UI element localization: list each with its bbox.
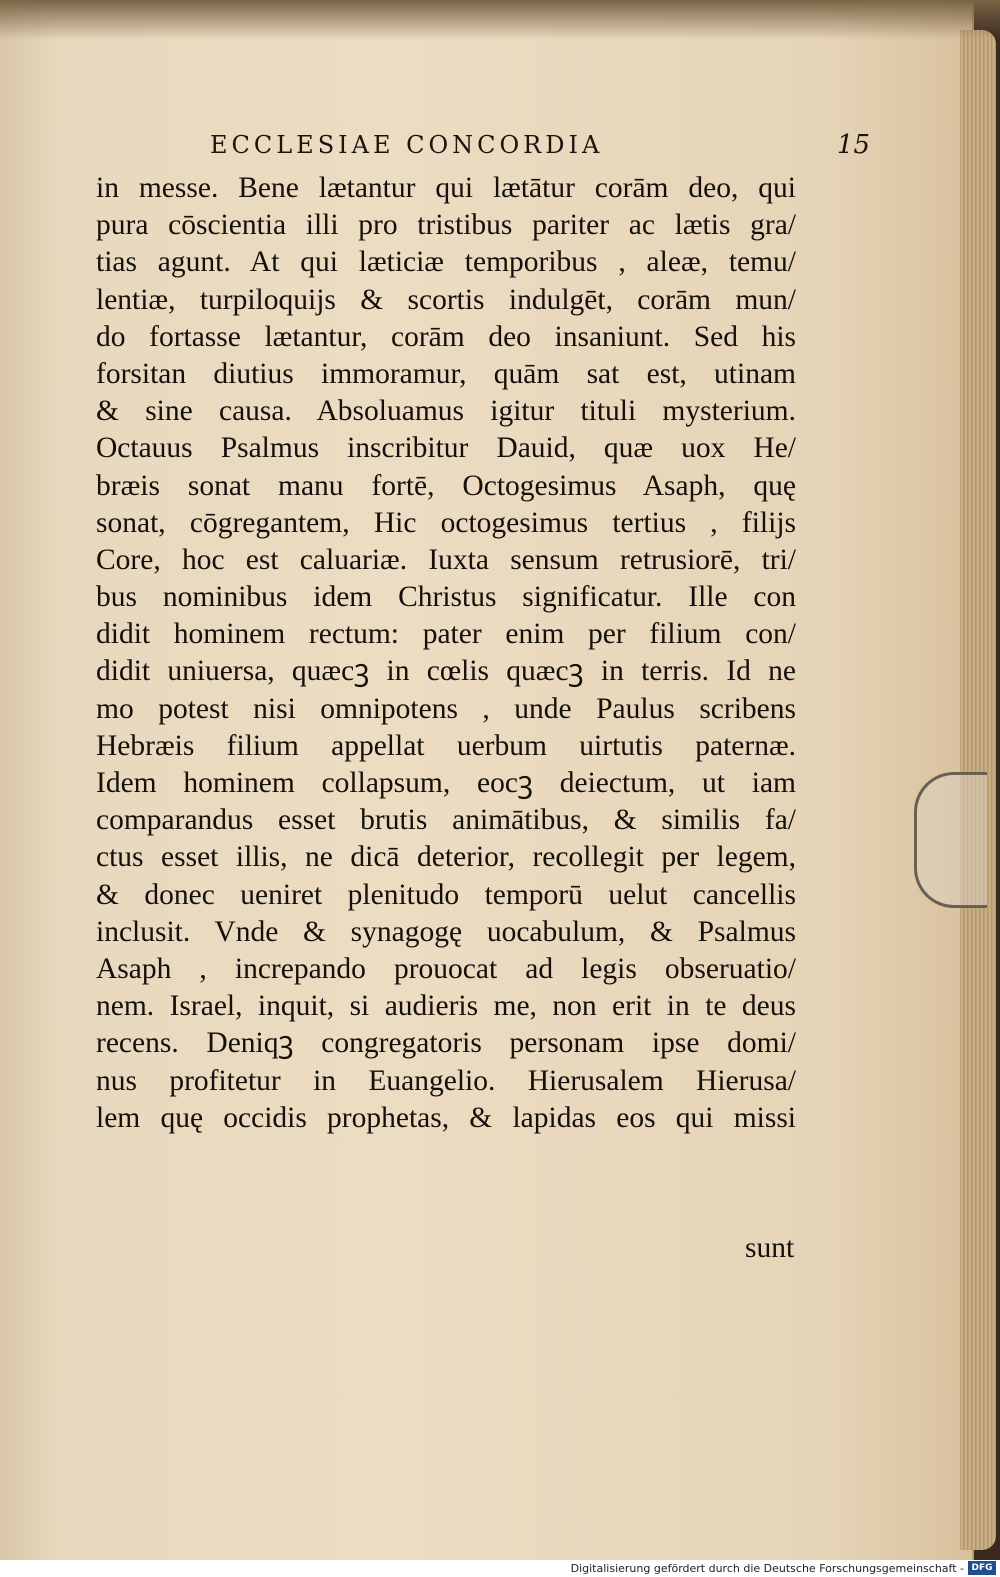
page-header [210, 130, 870, 170]
text-line: lem quę occidis prophetas, & lapidas eos qui missi [96, 1101, 796, 1134]
funding-credit: Digitalisierung gefördert durch die Deutsche Forschungsgemeinschaft - [570, 1562, 964, 1575]
dfg-logo-icon: DFG [968, 1561, 996, 1575]
text-block [96, 170, 796, 1137]
text-line: mo potest nisi omnipotens , unde Paulus scribens [96, 692, 796, 725]
text-line: didit uniuersa, quæcꝫ in cœlis quæcꝫ in terris. Id ne [96, 655, 796, 688]
text-line: inclusit. Vnde & synagogę uocabulum, & Psalmus [96, 915, 796, 948]
text-line: & donec ueniret plenitudo temporū uelut cancellis [96, 878, 796, 911]
text-line: ctus esset illis, ne dicā deterior, recollegit per legem, [96, 841, 796, 874]
text-line: forsitan diutius immoramur, quām sat est, utinam [96, 357, 796, 390]
text-line: Core, hoc est caluariæ. Iuxta sensum retrusiorē, tri/ [96, 543, 796, 576]
text-line: do fortasse lætantur, corām deo insaniunt. Sed his [96, 320, 796, 353]
top-shadow [0, 0, 1000, 40]
text-line: bus nominibus idem Christus significatur. Ille con [96, 581, 796, 614]
text-line: didit hominem rectum: pater enim per filium con/ [96, 618, 796, 651]
text-line: Hebræis filium appellat uerbum uirtutis paternæ. [96, 729, 796, 762]
text-line: nem. Israel, inquit, si audieris me, non erit in te deus [96, 990, 796, 1023]
text-line: Asaph , increpando prouocat ad legis obseruatio/ [96, 952, 796, 985]
page-clip [914, 772, 987, 908]
folio-number: 15 [836, 130, 870, 160]
text-line: Idem hominem collapsum, eocꝫ deiectum, ut iam [96, 767, 796, 799]
catchword: sunt [745, 1232, 795, 1264]
text-line: in messe. Bene lætantur qui lætātur corām deo, qui [96, 172, 796, 204]
running-head: ECCLESIAE CONCORDIA [210, 131, 604, 159]
text-line: nus profitetur in Euangelio. Hierusalem Hierusa/ [96, 1064, 796, 1097]
text-line: Octauus Psalmus inscribitur Dauid, quæ uox He/ [96, 432, 796, 465]
text-line: tias agunt. At qui læticiæ temporibus , aleæ, temu/ [96, 246, 796, 279]
text-line: recens. Deniqꝫ congregatoris personam ipse domi/ [96, 1027, 796, 1060]
text-line: pura cōscientia illi pro tristibus pariter ac lætis gra/ [96, 209, 796, 242]
text-line: lentiæ, turpiloquijs & scortis indulgēt, corām mun/ [96, 283, 796, 316]
text-line: & sine causa. Absoluamus igitur tituli mysterium. [96, 395, 796, 428]
text-line: bræis sonat manu fortē, Octogesimus Asaph, quę [96, 469, 796, 502]
text-line: sonat, cōgregantem, Hic octogesimus tertius , filijs [96, 506, 796, 539]
text-line: comparandus esset brutis animātibus, & similis fa/ [96, 804, 796, 837]
